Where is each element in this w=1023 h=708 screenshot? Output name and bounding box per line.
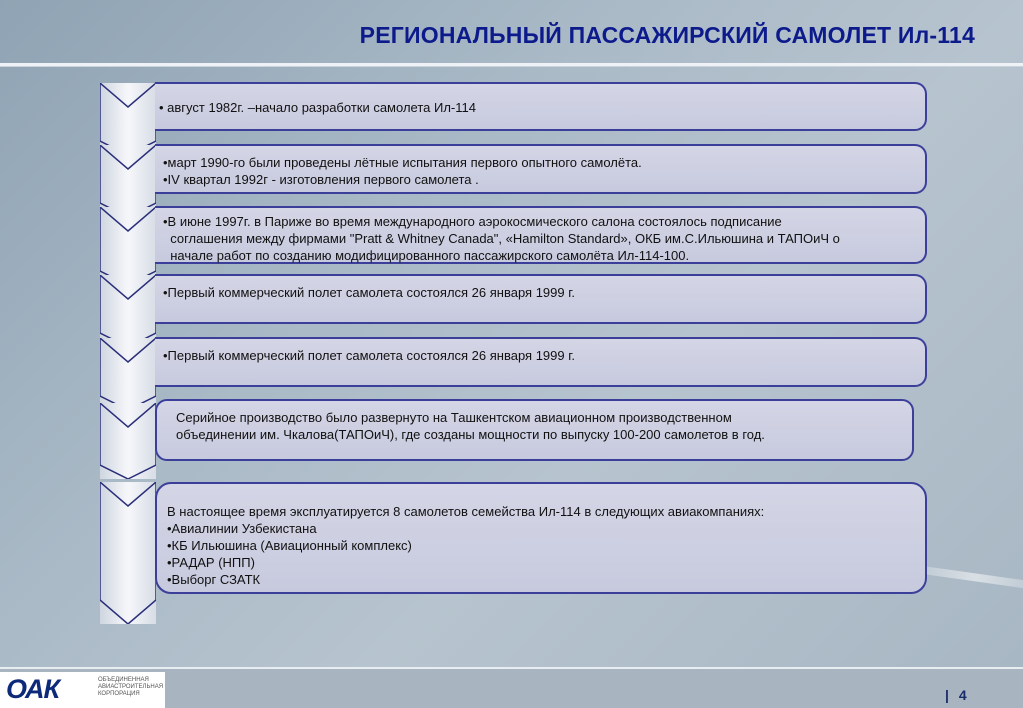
step-6-chevron-icon <box>100 403 156 479</box>
company-logo <box>0 672 165 708</box>
step-3-box <box>155 206 927 264</box>
step-4-box <box>155 274 927 324</box>
step-5-chevron-icon <box>100 338 156 410</box>
footer-divider <box>0 667 1023 669</box>
step-3-line-1: •В июне 1997г. в Париже во время международного аэрокосмического салона состоялось подписание <box>163 214 782 229</box>
step-4-line-1: •Первый коммерческий полет самолета состоялся 26 января 1999 г. <box>163 285 576 300</box>
step-7-line-1: В настоящее время эксплуатируется 8 самолетов семейства Ил-114 в следующих авиакомпаниях: <box>167 504 765 519</box>
step-6-line-1: Серийное производство было развернуто на Ташкентском авиационном производственном <box>176 410 732 425</box>
page-number: 4 <box>958 687 967 703</box>
step-7-chevron-icon <box>100 482 156 624</box>
step-2-line-1: •март 1990-го были проведены лётные испытания первого опытного самолёта. <box>163 155 642 170</box>
page-indicator <box>945 687 967 703</box>
step-7-line-4: •РАДАР (НПП) <box>167 555 255 570</box>
step-7-line-5: •Выборг СЗАТК <box>167 572 261 587</box>
step-6-line-2: объединении им. Чкалова(ТАПОиЧ), где созданы мощности по выпуску 100-200 самолетов в год. <box>176 427 765 442</box>
step-7-line-3: •КБ Ильюшина (Авиационный комплекс) <box>167 538 412 553</box>
step-5-box <box>155 337 927 387</box>
logo-subtitle-line-2: АВИАСТРОИТЕЛЬНАЯ <box>98 684 164 690</box>
step-2-line-2: •IV квартал 1992г - изготовления первого самолета . <box>163 172 479 187</box>
step-3-chevron-icon <box>100 207 156 285</box>
title-divider <box>0 63 1023 67</box>
step-2-box <box>155 144 927 194</box>
step-5-line-1: •Первый коммерческий полет самолета состоялся 26 января 1999 г. <box>163 348 576 363</box>
step-6-box <box>155 399 914 461</box>
step-3-line-2: соглашения между фирмами "Pratt & Whitney Canada", «Hamilton Standard», ОКБ им.С.Ильюшина и ТАПОиЧ о <box>163 231 840 246</box>
slide-title: РЕГИОНАЛЬНЫЙ ПАССАЖИРСКИЙ САМОЛЕТ Ил-114 <box>359 22 975 48</box>
step-1-line-1: • август 1982г. –начало разработки самолета Ил-114 <box>159 100 476 115</box>
logo-mark: ОАК <box>6 674 60 704</box>
logo-subtitle <box>98 677 162 698</box>
page-separator: | <box>945 687 949 703</box>
step-7-box <box>155 482 927 594</box>
logo-subtitle-line-1: ОБЪЕДИНЕННАЯ <box>98 677 149 683</box>
step-1-box <box>155 82 927 131</box>
step-7-line-2: •Авиалинии Узбекистана <box>167 521 317 536</box>
logo-subtitle-line-3: КОРПОРАЦИЯ <box>98 691 140 697</box>
step-4-chevron-icon <box>100 275 156 347</box>
step-3-line-3: начале работ по созданию модифицированного пассажирского самолёта Ил-114-100. <box>163 248 690 263</box>
